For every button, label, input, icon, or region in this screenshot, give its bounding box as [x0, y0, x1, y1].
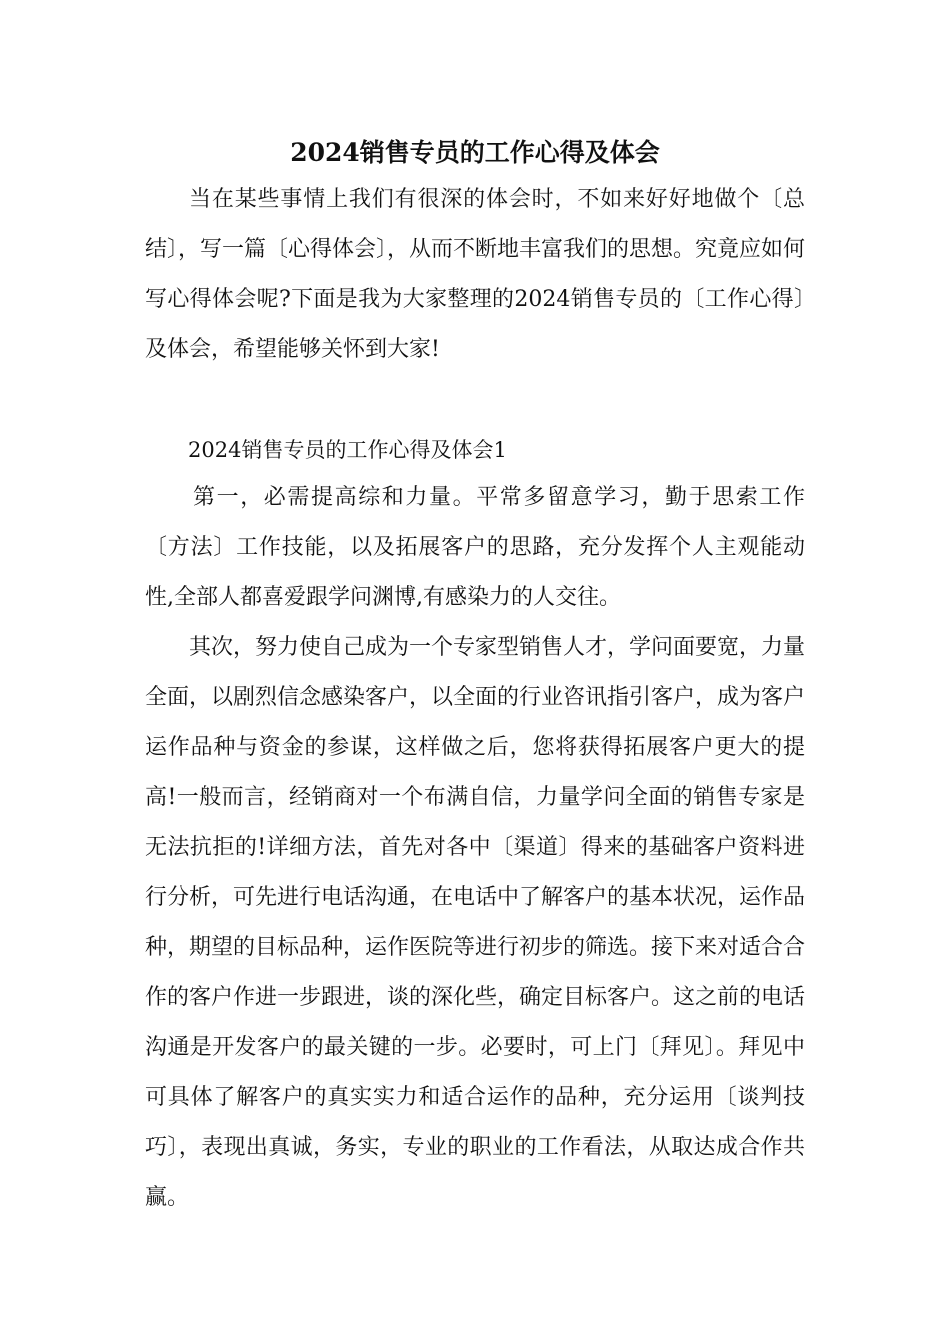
section-heading: 2024销售专员的工作心得及体会1 — [188, 438, 507, 462]
body-paragraph-2: 其次，努力使自己成为一个专家型销售人才，学问面要宽，力量全面，以剧烈信念感染客户，以全面的行业咨讯指引客户，成为客户运作品种与资金的参谋，这样做之后，您将获得拓展客户更大的提高!一般而言，经销商对一个布满自信，力量学问全面的销售专家是无法抗拒的!详细方法，首先对各中〔渠道〕得来的基础客户资料进行分析，可先进行电话沟通，在电话中了解客户的基本状况，运作品种，期望的目标品种，运作医院等进行初步的筛选。接下来对适合合作的客户作进一步跟进，谈的深化些，确定目标客户。这之前的电话沟通是开发客户的最关键的一步。必要时，可上门〔拜见〕。拜见中可具体了解客户的真实实力和适合运作的品种，充分运用〔谈判技巧〕，表现出真诚，务实，专业的职业的工作看法，从取达成合作共赢。 — [145, 635, 806, 1210]
intro-paragraph: 当在某些事情上我们有很深的体会时，不如来好好地做个〔总结〕，写一篇〔心得体会〕，从而不断地丰富我们的思想。究竟应如何写心得体会呢?下面是我为大家整理的2024销售专员的〔工作心得〕及体会，希望能够关怀到大家! — [145, 187, 806, 362]
document-title: 2024销售专员的工作心得及体会 — [290, 138, 660, 167]
body-paragraph-1: 第一，必需提高综和力量。平常多留意学习，勤于思索工作〔方法〕工作技能，以及拓展客户的思路，充分发挥个人主观能动性,全部人都喜爱跟学问渊博,有感染力的人交往。 — [145, 485, 805, 610]
